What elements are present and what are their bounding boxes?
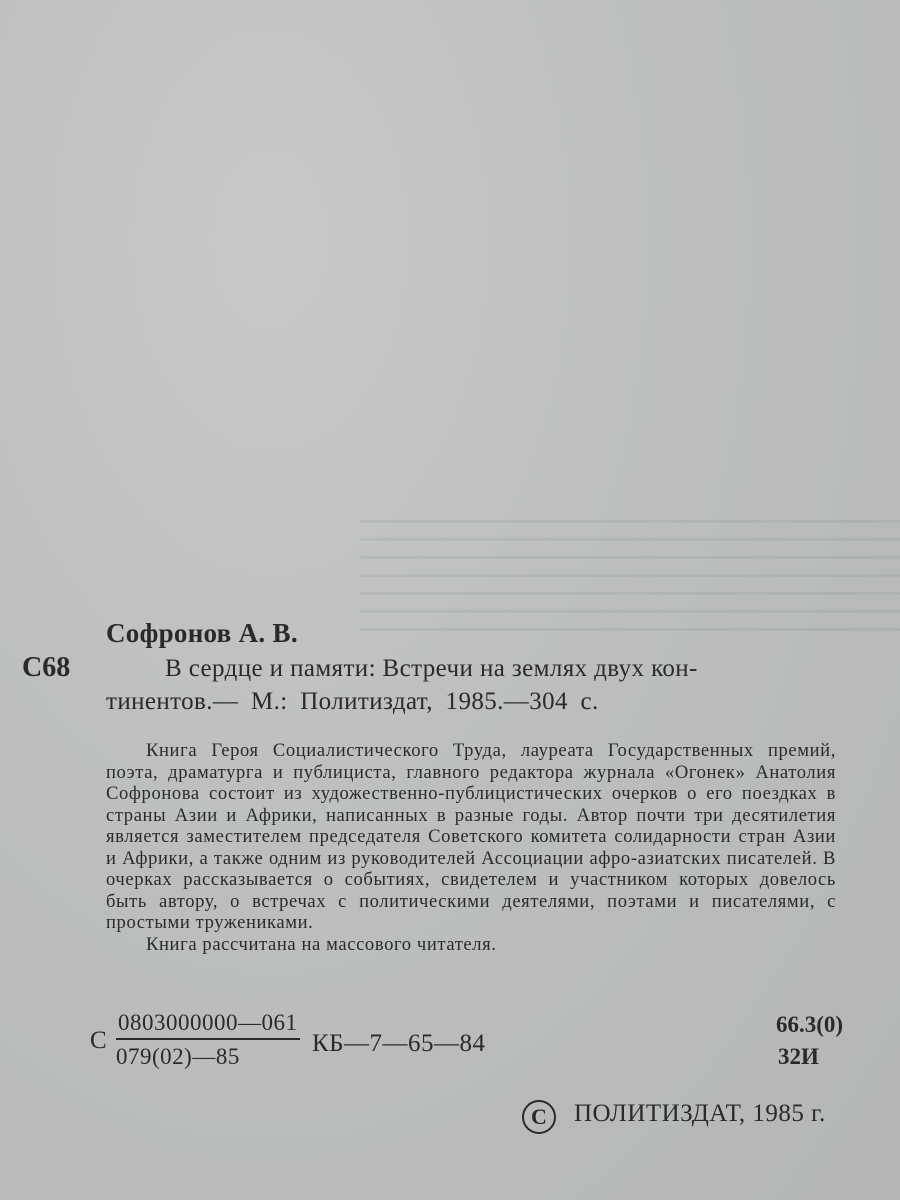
udk-code: 32И (778, 1044, 819, 1069)
abstract (106, 740, 836, 955)
index-letter: С (90, 1027, 107, 1054)
copyright-icon: C (522, 1100, 556, 1134)
bbk-code: 66.3(0) (776, 1012, 844, 1037)
author-name: Софронов А. В. (106, 618, 298, 648)
title-line-1: В сердце и памяти: Встречи на землях двух кон- (165, 655, 698, 682)
title-line-2: тинентов.— М.: Политиздат, 1985.—304 с. (106, 688, 599, 715)
copyright-text: ПОЛИТИЗДАТ, 1985 г. (574, 1100, 826, 1127)
index-denominator: 079(02)—85 (116, 1044, 240, 1069)
abstract-paragraph: Книга Героя Социалистического Труда, лауреата Государственных премий, поэта, драматурга и публициста, главного редактора журнала «Огонек» Анатолия Софронова состоит из художественно-публицистических очерков о его поездках в страны Азии и Африки, написанных в разные годы. Автор почти три десятилетия является заместителем председателя Советского комитета солидарности стран Азии и Африки, а также одним из руководителей Ассоциации афро-азиатских писателей. В очерках рассказывается о событиях, свидетелем и участником которых довелось быть автору, о встречах с политическими деятелями, поэтами и писателями, с простыми тружениками. (106, 740, 836, 933)
audience-note: Книга рассчитана на массового читателя. (146, 933, 497, 955)
show-through-text (640, 150, 682, 278)
kb-code: КБ—7—65—84 (312, 1030, 486, 1057)
show-through-lines (360, 520, 900, 640)
classification-code: С68 (22, 652, 71, 683)
index-numerator: 0803000000—061 (116, 1010, 300, 1040)
